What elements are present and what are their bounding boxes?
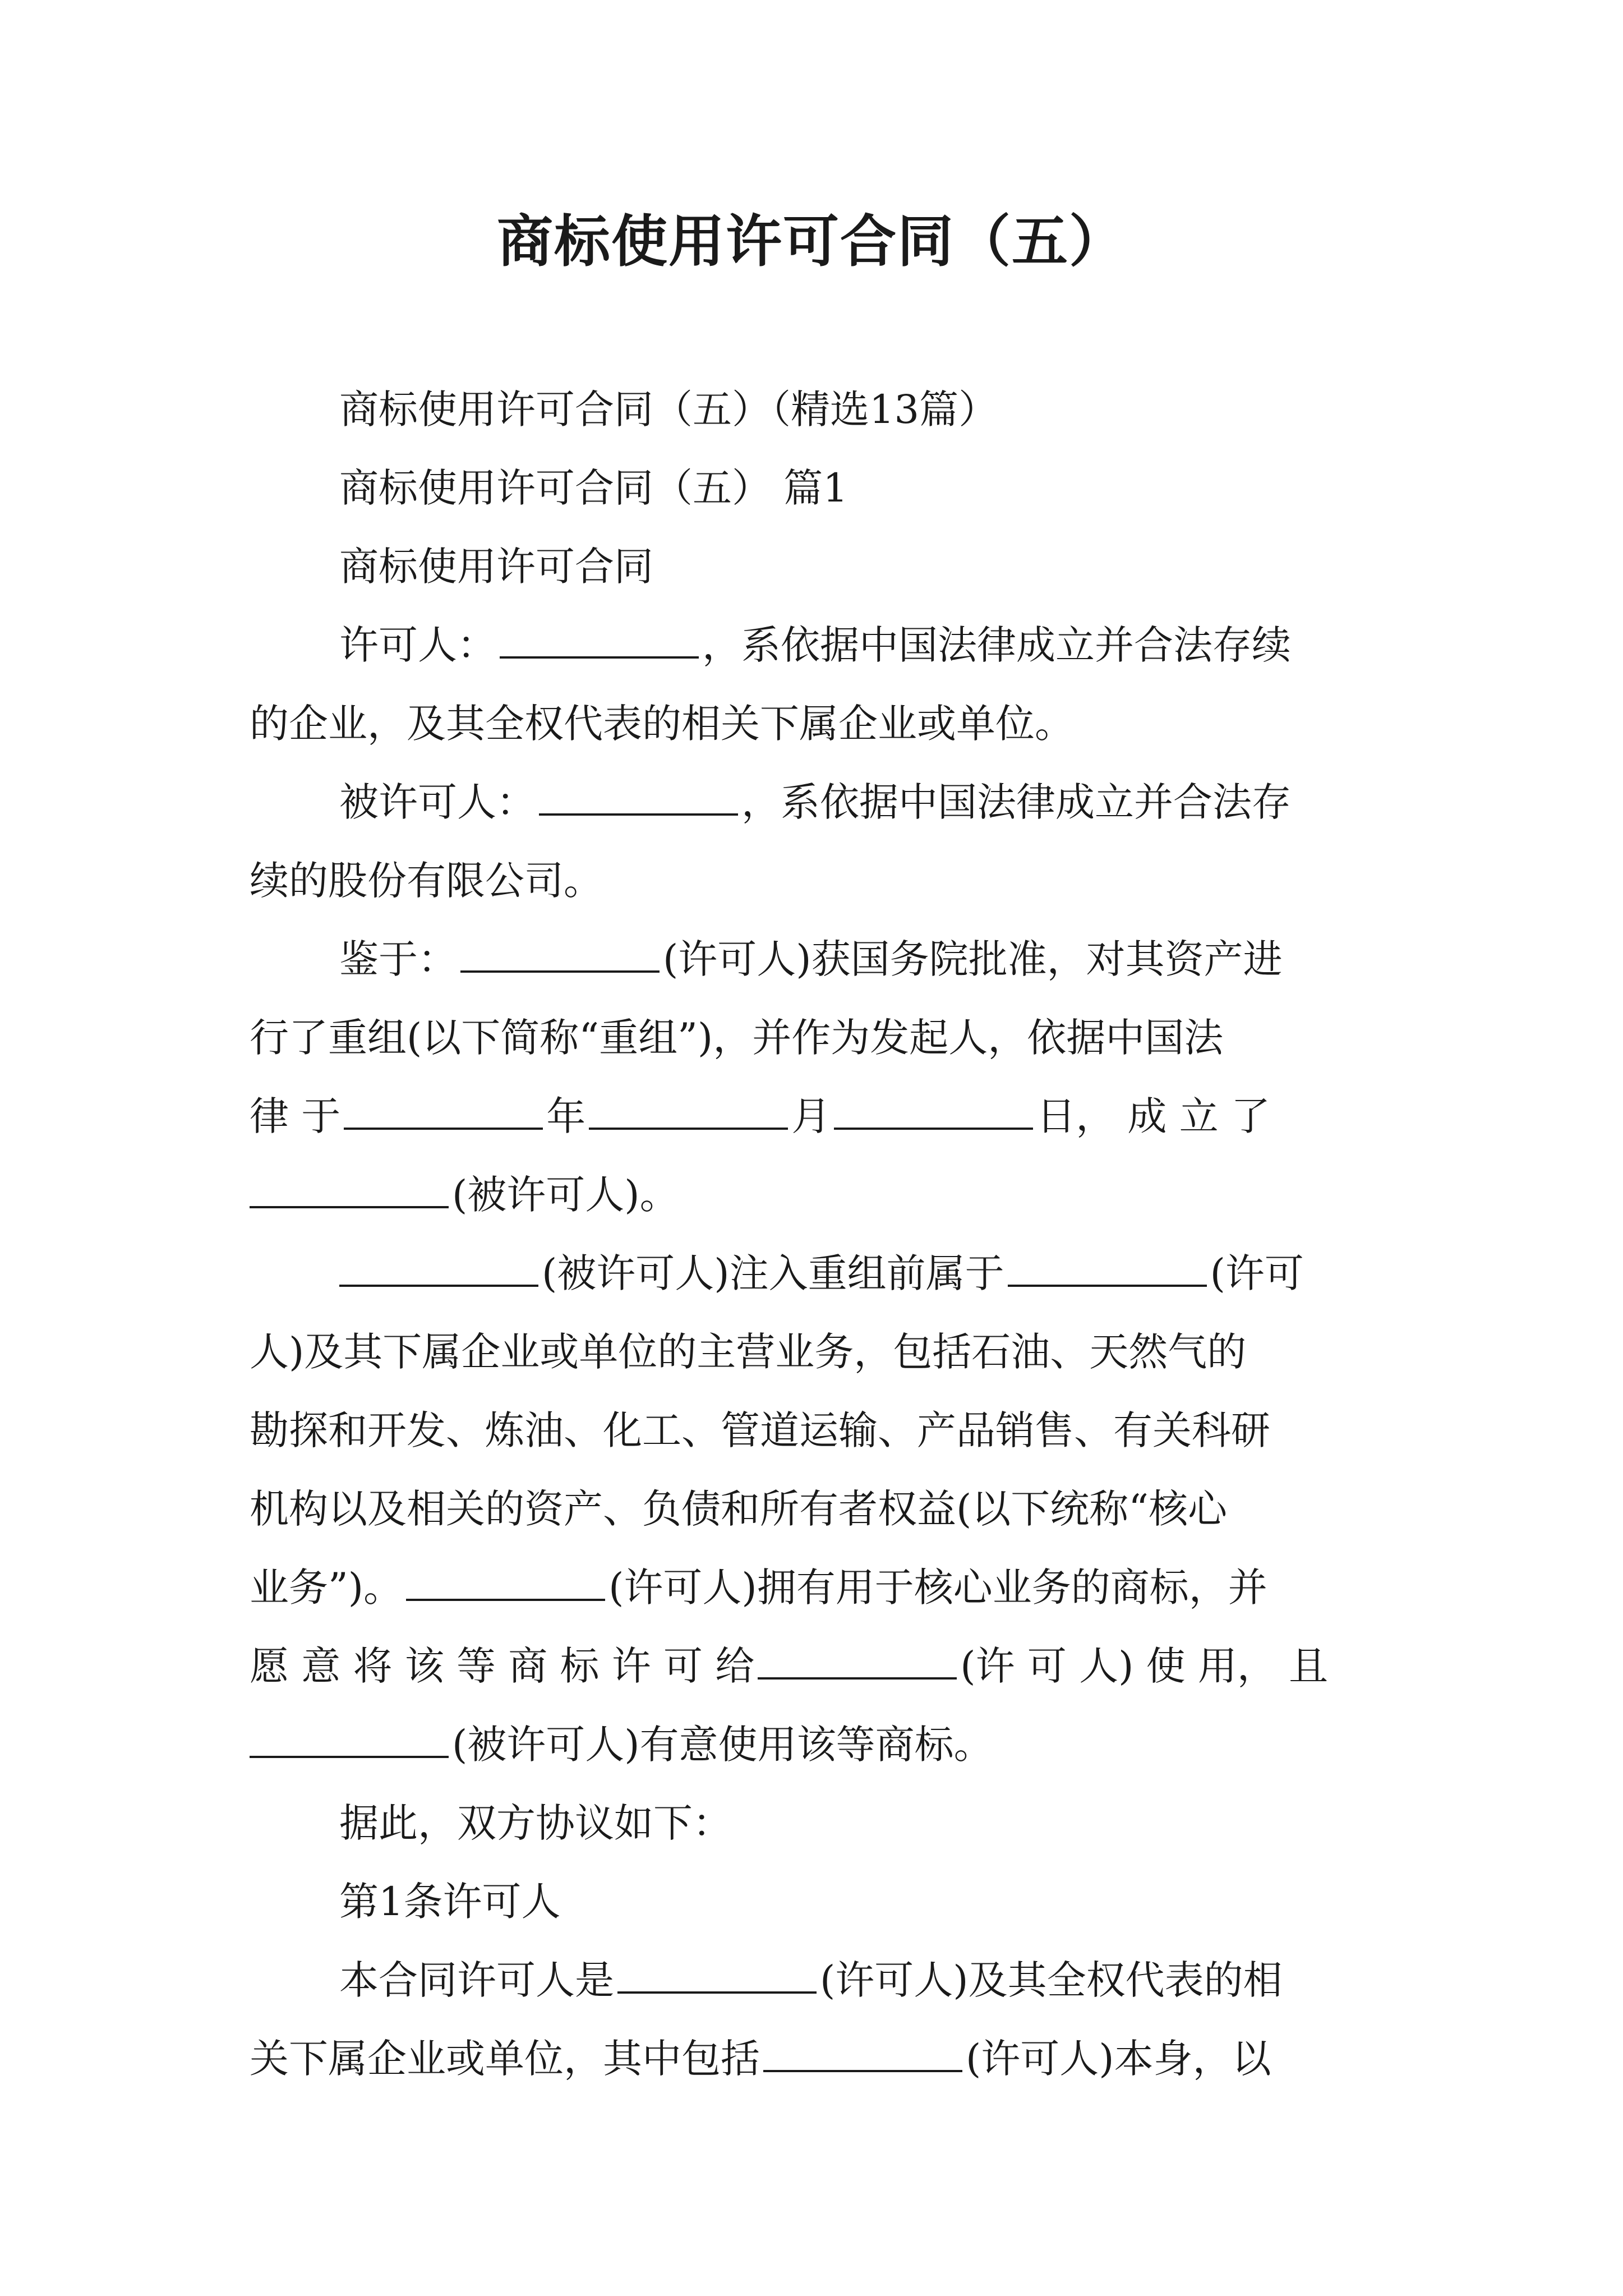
paragraph-line bbox=[250, 1705, 1377, 1784]
text-run: 勘探和开发、炼油、化工、管道运输、产品销售、有关科研 bbox=[250, 1407, 1270, 1453]
paragraph-line bbox=[250, 606, 1377, 684]
text-run: 日， 成 立 了 bbox=[1036, 1093, 1271, 1139]
paragraph-line bbox=[250, 763, 1377, 841]
blank-field bbox=[339, 1250, 538, 1287]
text-run: 愿 意 将 该 等 商 标 许 可 给 bbox=[250, 1643, 755, 1689]
paragraph-line bbox=[250, 1077, 1377, 1156]
blank-field bbox=[460, 936, 660, 973]
text-run: 许可人： bbox=[339, 622, 496, 668]
text-run: 业务”)。 bbox=[250, 1565, 403, 1611]
blank-field bbox=[344, 1093, 543, 1130]
text-run: 人)及其下属企业或单位的主营业务，包括石油、天然气的 bbox=[250, 1329, 1247, 1375]
paragraph-line bbox=[250, 1627, 1377, 1705]
paragraph-line bbox=[250, 684, 1377, 763]
blank-field bbox=[617, 1957, 817, 1994]
paragraph-line bbox=[250, 1548, 1377, 1627]
text-run: (被许可人)注入重组前属于 bbox=[542, 1250, 1004, 1296]
text-run: 月 bbox=[791, 1093, 831, 1139]
article-heading bbox=[250, 1862, 1377, 1941]
text-run: 鉴于： bbox=[339, 936, 457, 982]
text-run: ，系依据中国法律成立并合法存续 bbox=[702, 622, 1291, 668]
text-run: 的企业，及其全权代表的相关下属企业或单位。 bbox=[250, 701, 1074, 747]
text-run: 关下属企业或单位，其中包括 bbox=[250, 2036, 760, 2082]
text-run: (许可 bbox=[1210, 1250, 1304, 1296]
text-run: ，系依据中国法律成立并合法存 bbox=[741, 779, 1291, 825]
blank-field bbox=[834, 1093, 1033, 1130]
paragraph-line bbox=[250, 920, 1377, 999]
subtitle: 商标使用许可合同（五）（精选13篇） bbox=[339, 386, 998, 432]
blank-field bbox=[500, 622, 699, 659]
paragraph-line bbox=[250, 1941, 1377, 2019]
text-run: 律 于 bbox=[250, 1093, 341, 1139]
blank-field bbox=[406, 1564, 605, 1601]
text-run: 年 bbox=[546, 1093, 586, 1139]
paragraph-line bbox=[250, 1391, 1377, 1470]
text-run: 行了重组(以下简称“重组”)，并作为发起人，依据中国法 bbox=[250, 1015, 1224, 1061]
document-body bbox=[250, 370, 1377, 2098]
text-run: 据此，双方协议如下： bbox=[339, 1800, 732, 1846]
text-run: (被许可人)。 bbox=[452, 1172, 679, 1218]
paragraph-line bbox=[250, 1470, 1377, 1548]
section-heading: 商标使用许可合同（五） 篇1 bbox=[339, 465, 848, 511]
document-title: 商标使用许可合同（五） bbox=[497, 208, 1126, 274]
paragraph-line bbox=[250, 1784, 1377, 1862]
text-run: 第1条许可人 bbox=[339, 1879, 561, 1925]
text-run: 本合同许可人是 bbox=[339, 1957, 614, 2003]
blank-field bbox=[763, 2035, 962, 2072]
paragraph-line bbox=[250, 841, 1377, 920]
text-run: (许可人)拥有用于核心业务的商标，并 bbox=[608, 1565, 1267, 1611]
paragraph-line bbox=[250, 1234, 1377, 1313]
paragraph-line bbox=[250, 1313, 1377, 1391]
paragraph-line bbox=[250, 1156, 1377, 1234]
text-run: 被许可人： bbox=[339, 779, 536, 825]
text-run: 机构以及相关的资产、负债和所有者权益(以下统称“核心 bbox=[250, 1486, 1228, 1532]
blank-field bbox=[250, 1721, 449, 1758]
paragraph-line bbox=[250, 2019, 1377, 2098]
blank-field bbox=[758, 1642, 957, 1680]
text-run: (许可人)本身，以 bbox=[966, 2036, 1271, 2082]
blank-field bbox=[589, 1093, 788, 1130]
blank-field bbox=[539, 779, 738, 816]
blank-field bbox=[250, 1171, 449, 1208]
text-run: (许可人)获国务院批准，对其资产进 bbox=[663, 936, 1283, 982]
blank-field bbox=[1008, 1250, 1207, 1287]
text-run: 续的股份有限公司。 bbox=[250, 858, 603, 904]
text-run: (许 可 人) 使 用， 且 bbox=[960, 1643, 1329, 1689]
contract-title: 商标使用许可合同 bbox=[339, 544, 653, 590]
paragraph-line bbox=[250, 999, 1377, 1077]
text-run: (被许可人)有意使用该等商标。 bbox=[452, 1722, 993, 1768]
text-run: (许可人)及其全权代表的相 bbox=[820, 1957, 1283, 2003]
